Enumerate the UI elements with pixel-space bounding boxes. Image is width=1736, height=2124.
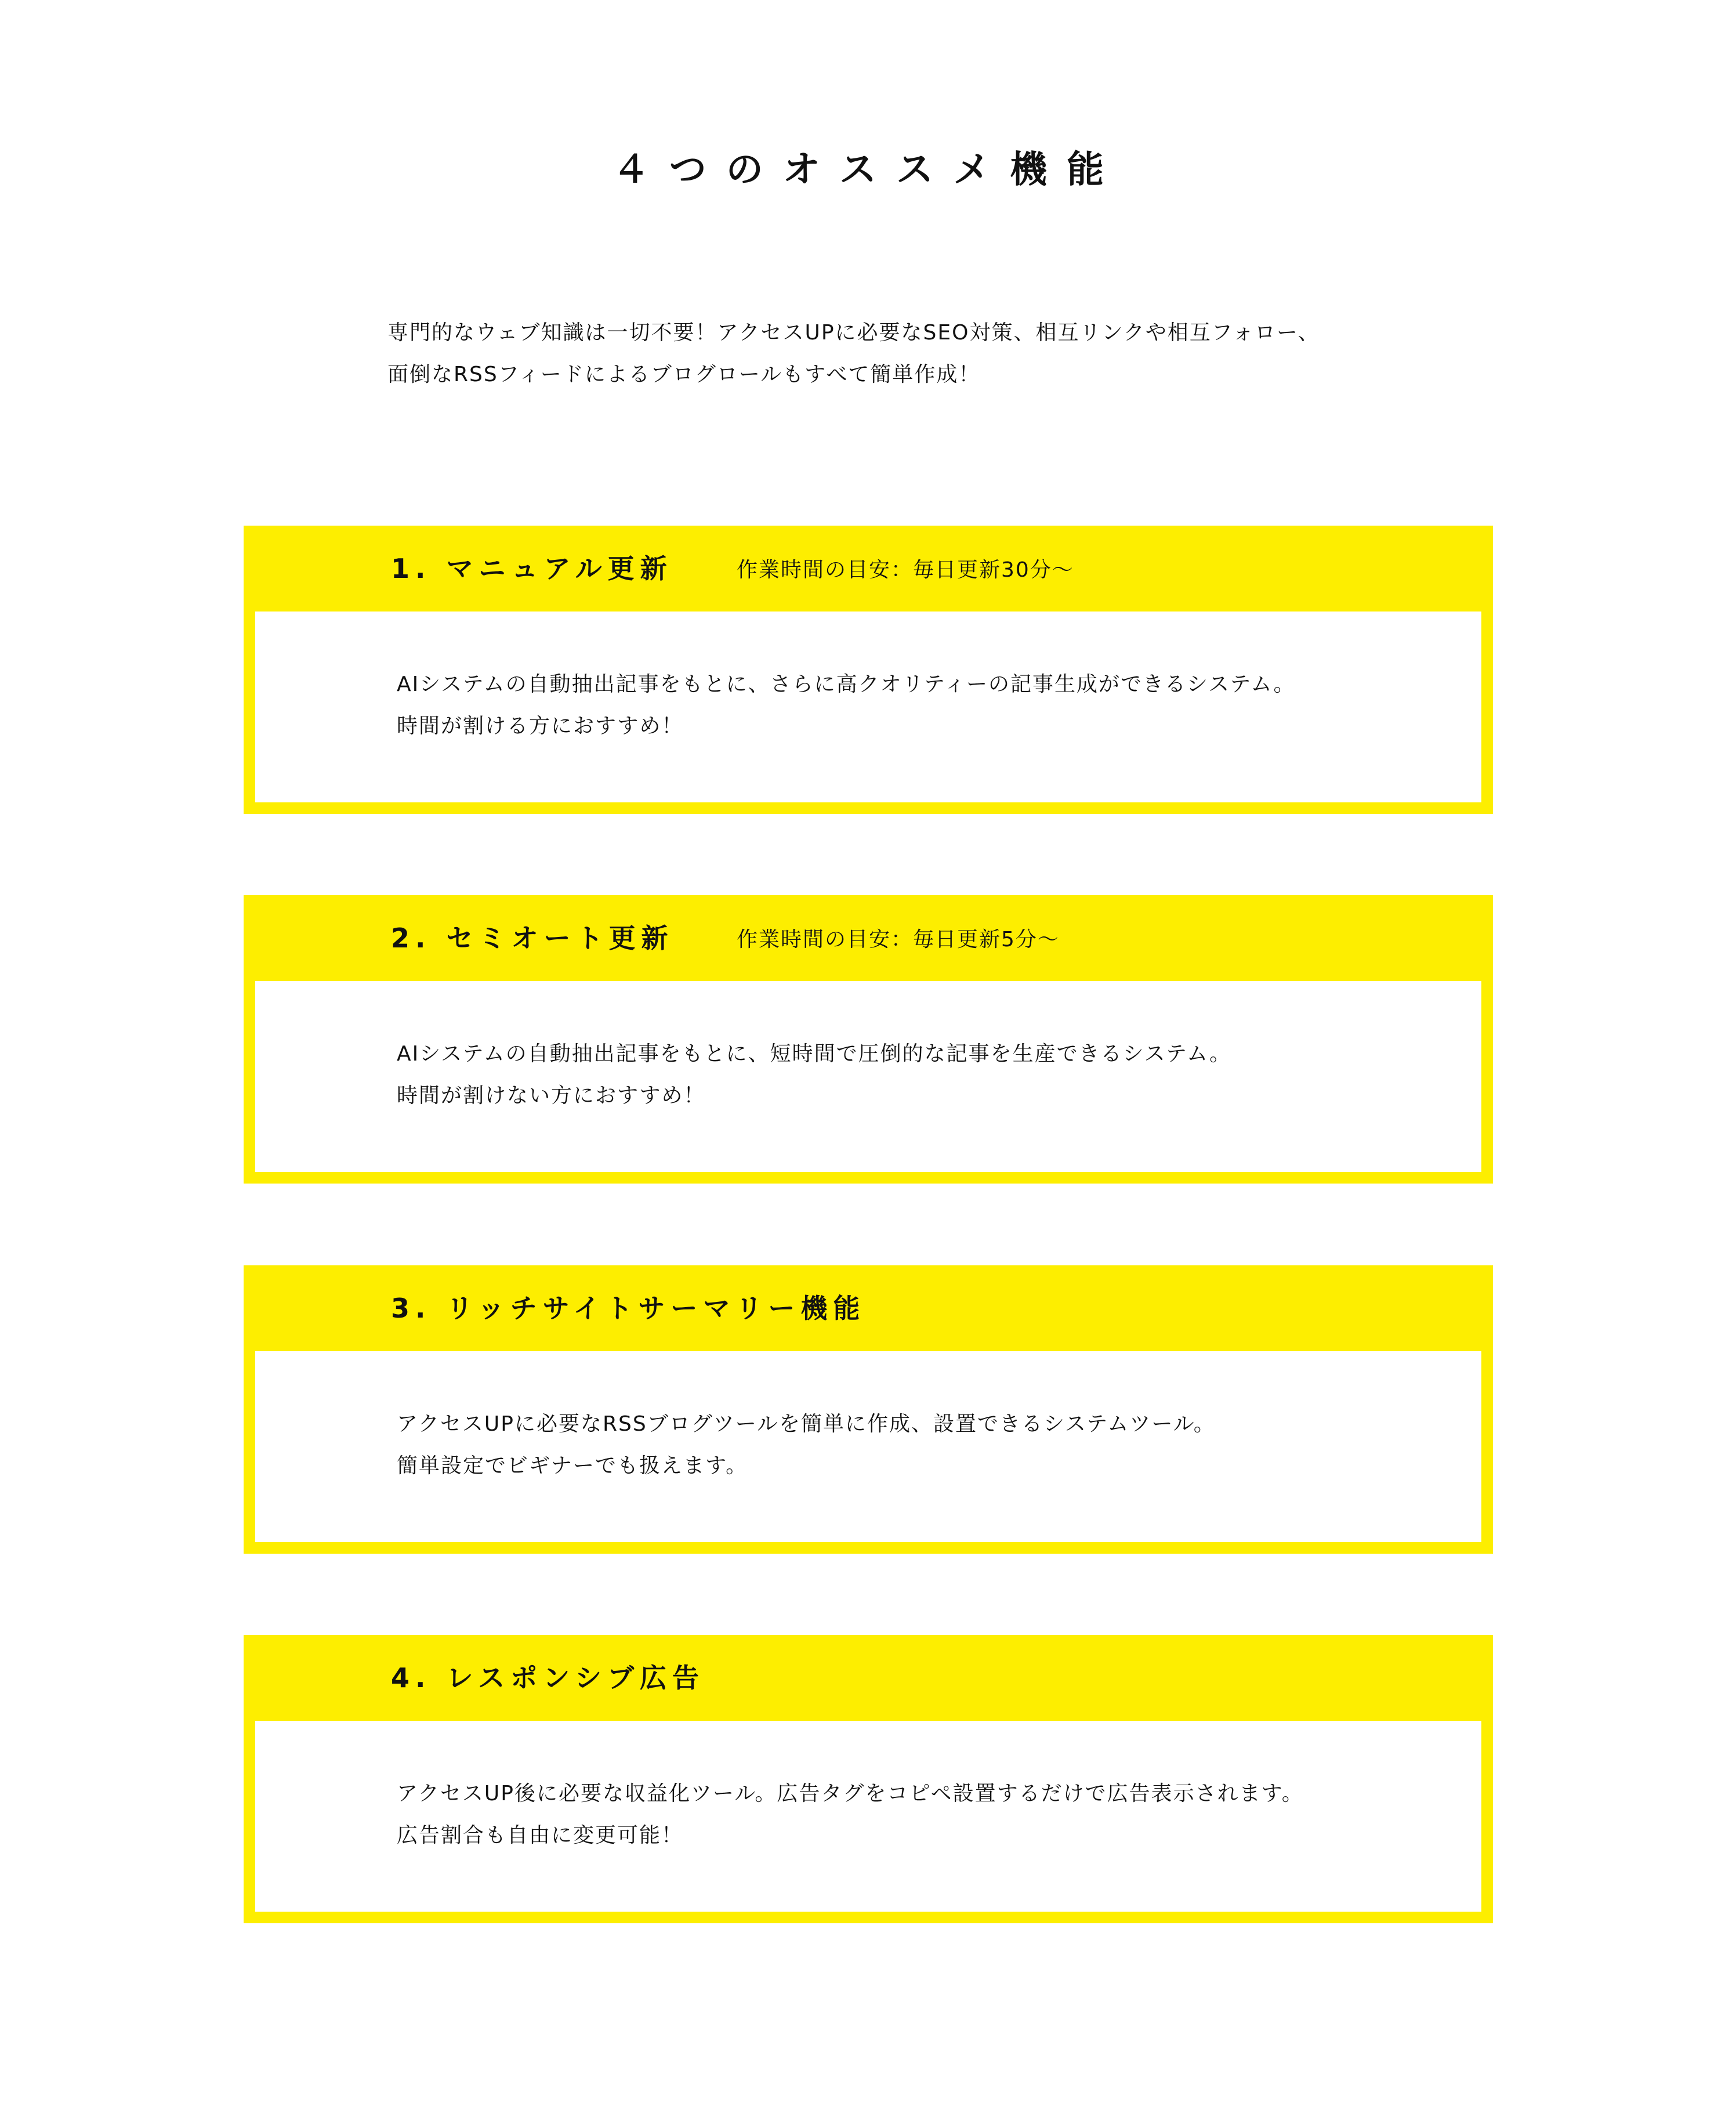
feature-body xyxy=(255,611,1481,802)
feature-header xyxy=(244,1635,1493,1721)
feature-card-manual-update xyxy=(244,526,1493,814)
feature-title: 1. マニュアル更新 xyxy=(391,553,673,584)
feature-title: 2. セミオート更新 xyxy=(391,922,674,954)
feature-title: 4. レスポンシブ広告 xyxy=(391,1662,705,1694)
feature-description-line: 広告割合も自由に変更可能！ xyxy=(397,1823,684,1847)
feature-description xyxy=(397,664,1296,747)
page-title: ４つのオススメ機能 xyxy=(612,149,1124,191)
feature-card-rich-site-summary xyxy=(244,1265,1493,1554)
intro-text xyxy=(387,312,1489,396)
feature-time-estimate: 作業時間の目安：毎日更新5分～ xyxy=(737,928,1060,951)
feature-body xyxy=(255,1721,1481,1912)
feature-description-line: 時間が割ける方におすすめ！ xyxy=(397,714,684,738)
feature-description-line: アクセスUP後に必要な収益化ツール。広告タグをコピペ設置するだけで広告表示されます。 xyxy=(397,1782,1304,1805)
feature-description xyxy=(397,1773,1304,1857)
feature-card-semi-auto-update xyxy=(244,895,1493,1184)
intro-line-1: 専門的なウェブ知識は一切不要！アクセスUPに必要なSEO対策、相互リンクや相互フォロー、 xyxy=(387,321,1320,345)
feature-header xyxy=(244,1265,1493,1351)
feature-header xyxy=(244,895,1493,981)
feature-card-responsive-ads xyxy=(244,1635,1493,1923)
feature-description-line: AIシステムの自動抽出記事をもとに、短時間で圧倒的な記事を生産できるシステム。 xyxy=(397,1042,1232,1066)
feature-description-line: アクセスUPに必要なRSSブログツールを簡単に作成、設置できるシステムツール。 xyxy=(397,1412,1216,1436)
feature-description xyxy=(397,1403,1216,1487)
feature-description-line: 時間が割けない方におすすめ！ xyxy=(397,1084,706,1108)
intro-line-2: 面倒なRSSフィードによるブログロールもすべて簡単作成！ xyxy=(387,363,981,386)
feature-header xyxy=(244,526,1493,611)
feature-body xyxy=(255,1351,1481,1542)
feature-title: 3. リッチサイトサーマリー機能 xyxy=(391,1293,866,1324)
feature-time-estimate: 作業時間の目安：毎日更新30分～ xyxy=(737,558,1074,582)
feature-description-line: AIシステムの自動抽出記事をもとに、さらに高クオリティーの記事生成ができるシステム。 xyxy=(397,672,1296,696)
feature-description-line: 簡単設定でビギナーでも扱えます。 xyxy=(397,1454,748,1478)
feature-description xyxy=(397,1033,1231,1117)
feature-body xyxy=(255,981,1481,1172)
